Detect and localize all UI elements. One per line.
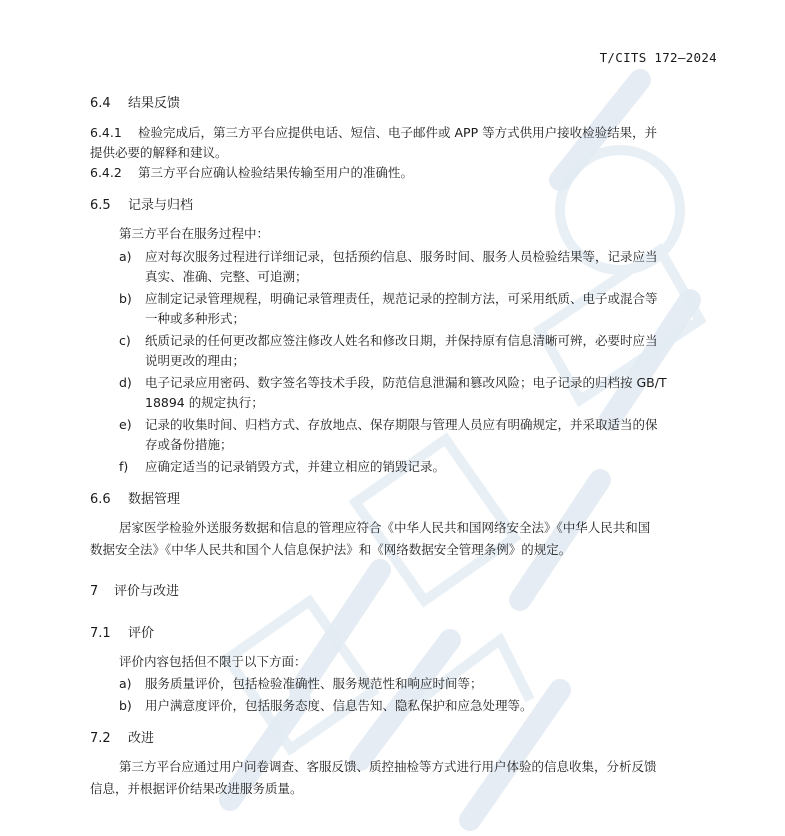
section-title: 结果反馈 — [128, 96, 181, 111]
list-marker: a) — [119, 676, 132, 691]
section-number: 7.2 — [90, 731, 111, 746]
section-number: 7.1 — [90, 626, 111, 641]
clause-text: 检验完成后，第三方平台应提供电话、短信、电子邮件或 APP 等方式供用户接收检验结果，并 — [138, 125, 658, 140]
section-7-2-line2: 信息，并根据评价结果改进服务质量。 — [90, 781, 303, 796]
section-6-5-heading — [90, 194, 193, 213]
list-item-text: 记录的收集时间、归档方式、存放地点、保存期限与管理人员应有明确规定，并采取适当的保 — [145, 417, 658, 432]
list-marker: d) — [119, 375, 132, 390]
list-marker: a) — [119, 249, 132, 264]
list-marker: f) — [119, 459, 129, 474]
section-number: 6.4 — [90, 96, 111, 111]
list-item-text: 用户满意度评价，包括服务态度、信息告知、隐私保护和应急处理等。 — [145, 698, 533, 713]
clause-text: 第三方平台应确认检验结果传输至用户的准确性。 — [138, 165, 414, 180]
list-item-e — [119, 415, 658, 433]
section-6-5-intro: 第三方平台在服务过程中： — [119, 226, 270, 241]
list-item-b — [119, 289, 658, 307]
list-marker: e) — [119, 417, 132, 432]
section-6-6-line2: 数据安全法》《中华人民共和国个人信息保护法》和《网络数据安全管理条例》的规定。 — [90, 542, 572, 557]
list-marker: b) — [119, 698, 132, 713]
paragraph-6-4-2 — [90, 163, 413, 181]
section-6-4-heading — [90, 92, 180, 111]
section-7-1-heading — [90, 622, 154, 641]
list-item-text: 电子记录应用密码、数字签名等技术手段，防范信息泄漏和篡改风险；电子记录的归档按 GB/T — [145, 375, 667, 390]
list-item-b-cont: 一种或多种形式； — [145, 311, 246, 326]
section-7-2-heading — [90, 727, 154, 746]
chapter-number: 7 — [90, 584, 99, 599]
section-title: 评价 — [128, 626, 155, 641]
list-item-f — [119, 457, 445, 475]
list-item-text: 应确定适当的记录销毁方式，并建立相应的销毁记录。 — [145, 459, 446, 474]
list-item-text: 应对每次服务过程进行详细记录，包括预约信息、服务时间、服务人员检验结果等，记录应当 — [145, 249, 658, 264]
section-number: 6.6 — [90, 492, 111, 507]
clause-number: 6.4.1 — [90, 125, 122, 140]
list-item-a-cont: 真实、准确、完整、可追溯； — [145, 269, 308, 284]
list-item-7-1-a — [119, 674, 483, 692]
chapter-title: 评价与改进 — [114, 584, 180, 599]
list-item-text: 应制定记录管理规程，明确记录管理责任，规范记录的控制方法，可采用纸质、电子或混合等 — [145, 291, 658, 306]
list-item-text: 服务质量评价，包括检验准确性、服务规范性和响应时间等； — [145, 676, 483, 691]
list-item-a — [119, 247, 658, 265]
list-item-e-cont: 存或备份措施； — [145, 437, 233, 452]
section-7-2-line1: 第三方平台应通过用户问卷调查、客服反馈、质控抽检等方式进行用户体验的信息收集，分析反馈 — [119, 759, 657, 774]
document-code: T/CITS 172—2024 — [599, 50, 717, 65]
paragraph-6-4-1-line2: 提供必要的解释和建议。 — [90, 145, 228, 160]
paragraph-6-4-1-line1 — [90, 123, 657, 141]
section-7-1-intro: 评价内容包括但不限于以下方面： — [119, 654, 307, 669]
list-item-c-cont: 说明更改的理由； — [145, 353, 246, 368]
section-title: 数据管理 — [128, 492, 181, 507]
chapter-7-heading — [90, 580, 179, 599]
section-6-6-line1: 居家医学检验外送服务数据和信息的管理应符合《中华人民共和国网络安全法》《中华人民共和国 — [119, 520, 651, 535]
list-item-text: 纸质记录的任何更改都应签注修改人姓名和修改日期，并保持原有信息清晰可辨，必要时应当 — [145, 333, 658, 348]
clause-number: 6.4.2 — [90, 165, 122, 180]
section-title: 改进 — [128, 731, 155, 746]
section-number: 6.5 — [90, 198, 111, 213]
list-item-c — [119, 331, 658, 349]
list-marker: c) — [119, 333, 131, 348]
list-marker: b) — [119, 291, 132, 306]
list-item-d-cont: 18894 的规定执行； — [145, 395, 264, 410]
list-item-d — [119, 373, 667, 391]
section-title: 记录与归档 — [128, 198, 194, 213]
list-item-7-1-b — [119, 696, 533, 714]
section-6-6-heading — [90, 488, 180, 507]
